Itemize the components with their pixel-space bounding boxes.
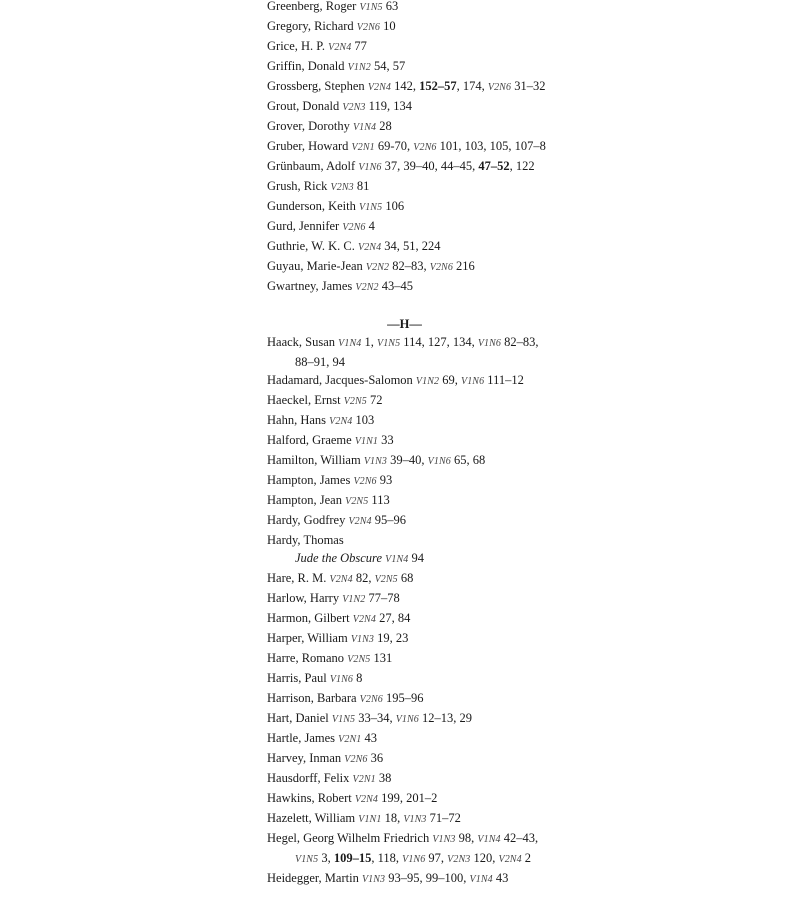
volume-reference: V1N6 bbox=[329, 674, 354, 685]
index-entry bbox=[267, 789, 557, 809]
index-entry bbox=[267, 411, 557, 431]
page-numbers: 131 bbox=[373, 651, 393, 665]
index-entry bbox=[267, 589, 557, 609]
index-entry bbox=[267, 77, 557, 97]
volume-reference: V1N5 bbox=[359, 202, 383, 213]
entry-name: Harre, Romano bbox=[267, 651, 345, 665]
entry-name: Guyau, Marie-Jean bbox=[267, 259, 363, 273]
volume-reference: V1N6 bbox=[477, 338, 502, 349]
entry-name: Gurd, Jennifer bbox=[267, 219, 340, 233]
volume-reference: V2N4 bbox=[329, 416, 353, 427]
entry-name: Harrison, Barbara bbox=[267, 691, 357, 705]
entry-name: Hawkins, Robert bbox=[267, 791, 352, 805]
index-entry bbox=[267, 531, 557, 549]
page-numbers: , 122 bbox=[509, 159, 535, 173]
section-spacer bbox=[267, 297, 557, 315]
volume-reference: V2N3 bbox=[330, 182, 354, 193]
entry-name: Hahn, Hans bbox=[267, 413, 327, 427]
volume-reference: V2N5 bbox=[343, 396, 367, 407]
index-entry bbox=[267, 17, 557, 37]
index-entry bbox=[267, 749, 557, 769]
index-entry bbox=[267, 869, 557, 889]
page-numbers: 31–32 bbox=[514, 79, 546, 93]
index-entry bbox=[267, 157, 557, 177]
index-section-h bbox=[267, 333, 557, 889]
index-entry bbox=[267, 333, 557, 371]
page-numbers: 93 bbox=[379, 473, 393, 487]
page-numbers: 27, 84 bbox=[379, 611, 411, 625]
page-numbers: 69-70, bbox=[377, 139, 414, 153]
entry-name: Hardy, Thomas bbox=[267, 533, 344, 547]
volume-reference: V1N3 bbox=[432, 834, 456, 845]
page-numbers: 10 bbox=[383, 19, 396, 33]
index-entry bbox=[267, 257, 557, 277]
volume-reference: V2N6 bbox=[413, 142, 437, 153]
page-numbers: 34, 51, 224 bbox=[384, 239, 441, 253]
index-entry bbox=[267, 769, 557, 789]
index-section-g bbox=[267, 0, 557, 297]
volume-reference: V2N6 bbox=[356, 22, 380, 33]
page-numbers: 36 bbox=[370, 751, 384, 765]
volume-reference: V1N3 bbox=[350, 634, 374, 645]
entry-name: Hare, R. M. bbox=[267, 571, 327, 585]
page-numbers: 120, bbox=[473, 851, 499, 865]
volume-reference: V1N6 bbox=[460, 376, 485, 387]
volume-reference: V1N2 bbox=[415, 376, 440, 387]
volume-reference: V2N4 bbox=[329, 574, 353, 585]
volume-reference: V1N5 bbox=[359, 2, 383, 13]
index-entry bbox=[267, 709, 557, 729]
page-range-main: 47–52 bbox=[478, 159, 510, 173]
page-numbers: 72 bbox=[370, 393, 383, 407]
section-letter-heading: —H— bbox=[387, 317, 422, 331]
index-entry bbox=[267, 177, 557, 197]
index-entry bbox=[267, 97, 557, 117]
page-numbers: 113 bbox=[371, 493, 390, 507]
work-title: Jude the Obscure bbox=[295, 551, 383, 565]
page-numbers: 33 bbox=[381, 433, 394, 447]
page-numbers: 82, bbox=[355, 571, 375, 585]
page-numbers: 82–83, 88–91, 94 bbox=[295, 335, 539, 369]
index-entry bbox=[267, 471, 557, 491]
entry-name: Hegel, Georg Wilhelm Friedrich bbox=[267, 831, 430, 845]
entry-name: Gunderson, Keith bbox=[267, 199, 356, 213]
page-numbers: 54, 57 bbox=[373, 59, 406, 73]
page-numbers: 43 bbox=[495, 871, 509, 885]
volume-reference: V1N3 bbox=[363, 456, 388, 467]
volume-reference: V2N2 bbox=[365, 262, 390, 273]
volume-reference: V2N4 bbox=[328, 42, 352, 53]
page-numbers: 114, 127, 134, bbox=[403, 335, 478, 349]
page-numbers: 43 bbox=[364, 731, 377, 745]
volume-reference: V1N3 bbox=[361, 874, 386, 885]
page-numbers: 43–45 bbox=[381, 279, 413, 293]
page-numbers: 68 bbox=[400, 571, 414, 585]
volume-reference: V2N2 bbox=[355, 282, 379, 293]
volume-reference: V1N3 bbox=[403, 814, 427, 825]
entry-name: Hazelett, William bbox=[267, 811, 356, 825]
volume-reference: V1N6 bbox=[427, 456, 451, 467]
volume-reference: V2N6 bbox=[487, 82, 512, 93]
index-entry bbox=[267, 0, 557, 17]
entry-name: Haack, Susan bbox=[267, 335, 336, 349]
volume-reference: V1N6 bbox=[395, 714, 419, 725]
entry-name: Hadamard, Jacques-Salomon bbox=[267, 373, 413, 387]
volume-reference: V2N3 bbox=[342, 102, 366, 113]
entry-name: Hampton, James bbox=[267, 473, 351, 487]
index-entry bbox=[267, 809, 557, 829]
volume-reference: V2N4 bbox=[352, 614, 376, 625]
page-numbers: , 174, bbox=[456, 79, 488, 93]
index-entry bbox=[267, 431, 557, 451]
volume-reference: V2N4 bbox=[354, 794, 379, 805]
page-numbers: 142, bbox=[394, 79, 420, 93]
volume-reference: V2N4 bbox=[498, 854, 522, 865]
volume-reference: V1N6 bbox=[358, 162, 382, 173]
entry-name: Grünbaum, Adolf bbox=[267, 159, 356, 173]
volume-reference: V2N4 bbox=[357, 242, 382, 253]
page-numbers: 119, 134 bbox=[368, 99, 412, 113]
volume-reference: V1N4 bbox=[469, 874, 493, 885]
page-numbers: 77–78 bbox=[368, 591, 400, 605]
page-numbers: 28 bbox=[379, 119, 392, 133]
volume-reference: V2N5 bbox=[374, 574, 398, 585]
volume-reference: V1N4 bbox=[385, 554, 409, 565]
volume-reference: V2N1 bbox=[338, 734, 362, 745]
volume-reference: V1N4 bbox=[338, 338, 362, 349]
entry-name: Harmon, Gilbert bbox=[267, 611, 350, 625]
volume-reference: V1N4 bbox=[477, 834, 501, 845]
volume-reference: V2N6 bbox=[353, 476, 377, 487]
page-numbers: 38 bbox=[378, 771, 392, 785]
page-numbers: 216 bbox=[456, 259, 475, 273]
entry-name: Gruber, Howard bbox=[267, 139, 349, 153]
page-numbers: 3, bbox=[321, 851, 334, 865]
page-numbers: 39–40, bbox=[390, 453, 428, 467]
index-entry bbox=[267, 491, 557, 511]
entry-name: Greenberg, Roger bbox=[267, 0, 357, 13]
index-entry bbox=[267, 197, 557, 217]
entry-name: Halford, Graeme bbox=[267, 433, 352, 447]
volume-reference: V2N4 bbox=[367, 82, 391, 93]
page-numbers: 12–13, 29 bbox=[422, 711, 473, 725]
index-entry bbox=[267, 609, 557, 629]
volume-reference: V1N2 bbox=[347, 62, 371, 73]
index-entry bbox=[267, 137, 557, 157]
page-numbers: 195–96 bbox=[385, 691, 424, 705]
entry-name: Guthrie, W. K. C. bbox=[267, 239, 355, 253]
page-numbers: , 118, bbox=[371, 851, 403, 865]
volume-reference: V2N5 bbox=[345, 496, 369, 507]
page-numbers: 77 bbox=[354, 39, 367, 53]
index-entry bbox=[267, 37, 557, 57]
page-numbers: 101, 103, 105, 107–8 bbox=[439, 139, 546, 153]
page-numbers: 103 bbox=[355, 413, 375, 427]
entry-name: Grush, Rick bbox=[267, 179, 328, 193]
index-entry bbox=[267, 629, 557, 649]
volume-reference: V2N6 bbox=[359, 694, 383, 705]
page-numbers: 19, 23 bbox=[377, 631, 409, 645]
page-numbers: 18, bbox=[384, 811, 404, 825]
volume-reference: V1N6 bbox=[402, 854, 426, 865]
volume-reference: V2N1 bbox=[351, 142, 375, 153]
volume-reference: V1N4 bbox=[352, 122, 377, 133]
index-entry bbox=[267, 829, 557, 869]
index-entry bbox=[267, 451, 557, 471]
index-entry bbox=[267, 669, 557, 689]
volume-reference: V1N5 bbox=[295, 854, 319, 865]
page-numbers: 106 bbox=[385, 199, 405, 213]
entry-name: Hampton, Jean bbox=[267, 493, 342, 507]
page-numbers: 199, 201–2 bbox=[381, 791, 438, 805]
entry-name: Hardy, Godfrey bbox=[267, 513, 346, 527]
page-numbers: 33–34, bbox=[358, 711, 396, 725]
volume-reference: V1N5 bbox=[376, 338, 401, 349]
page-numbers: 95–96 bbox=[374, 513, 407, 527]
entry-name: Harlow, Harry bbox=[267, 591, 340, 605]
entry-name: Grossberg, Stephen bbox=[267, 79, 365, 93]
index-entry bbox=[267, 569, 557, 589]
page-numbers: 65, 68 bbox=[453, 453, 486, 467]
volume-reference: V1N5 bbox=[331, 714, 356, 725]
index-entry bbox=[267, 649, 557, 669]
page-numbers: 63 bbox=[385, 0, 399, 13]
page-numbers: 98, bbox=[458, 831, 478, 845]
entry-name: Gregory, Richard bbox=[267, 19, 354, 33]
index-entry bbox=[267, 57, 557, 77]
page-numbers: 71–72 bbox=[429, 811, 461, 825]
index-entry bbox=[267, 511, 557, 531]
page-numbers: 97, bbox=[428, 851, 448, 865]
page-numbers: 2 bbox=[524, 851, 532, 865]
page-numbers: 93–95, 99–100, bbox=[388, 871, 470, 885]
page-numbers: 4 bbox=[368, 219, 375, 233]
index-entry bbox=[267, 729, 557, 749]
entry-name: Haeckel, Ernst bbox=[267, 393, 341, 407]
page-numbers: 111–12 bbox=[487, 373, 524, 387]
volume-reference: V1N1 bbox=[354, 436, 378, 447]
page-numbers: 69, bbox=[442, 373, 461, 387]
entry-name: Gwartney, James bbox=[267, 279, 353, 293]
entry-name: Hartle, James bbox=[267, 731, 336, 745]
index-entry bbox=[267, 217, 557, 237]
volume-reference: V2N5 bbox=[347, 654, 371, 665]
index-entry bbox=[267, 237, 557, 257]
entry-name: Hamilton, William bbox=[267, 453, 361, 467]
entry-name: Harper, William bbox=[267, 631, 348, 645]
page-numbers: 82–83, bbox=[392, 259, 430, 273]
index-page bbox=[267, 0, 557, 889]
page-numbers: 81 bbox=[356, 179, 370, 193]
entry-name: Harris, Paul bbox=[267, 671, 327, 685]
index-entry bbox=[267, 391, 557, 411]
entry-name: Grice, H. P. bbox=[267, 39, 325, 53]
entry-name: Grout, Donald bbox=[267, 99, 340, 113]
volume-reference: V2N6 bbox=[342, 222, 366, 233]
index-entry bbox=[267, 549, 557, 569]
volume-reference: V2N3 bbox=[447, 854, 471, 865]
page-range-main: 109–15 bbox=[333, 851, 372, 865]
volume-reference: V2N6 bbox=[344, 754, 368, 765]
volume-reference: V1N1 bbox=[358, 814, 382, 825]
volume-reference: V2N6 bbox=[429, 262, 453, 273]
page-numbers: 8 bbox=[356, 671, 363, 685]
entry-name: Heidegger, Martin bbox=[267, 871, 359, 885]
entry-name: Griffin, Donald bbox=[267, 59, 345, 73]
page-numbers: 42–43, bbox=[503, 831, 539, 845]
page-numbers: 94 bbox=[411, 551, 424, 565]
entry-name: Hart, Daniel bbox=[267, 711, 329, 725]
index-entry bbox=[267, 371, 557, 391]
volume-reference: V2N4 bbox=[348, 516, 372, 527]
page-numbers: 1, bbox=[364, 335, 377, 349]
entry-name: Harvey, Inman bbox=[267, 751, 342, 765]
index-entry bbox=[267, 689, 557, 709]
index-entry bbox=[267, 117, 557, 137]
entry-name: Hausdorff, Felix bbox=[267, 771, 350, 785]
volume-reference: V2N1 bbox=[352, 774, 376, 785]
page-numbers: 37, 39–40, 44–45, bbox=[384, 159, 479, 173]
index-entry bbox=[267, 277, 557, 297]
page-range-main: 152–57 bbox=[419, 79, 457, 93]
entry-name: Grover, Dorothy bbox=[267, 119, 350, 133]
volume-reference: V1N2 bbox=[342, 594, 366, 605]
